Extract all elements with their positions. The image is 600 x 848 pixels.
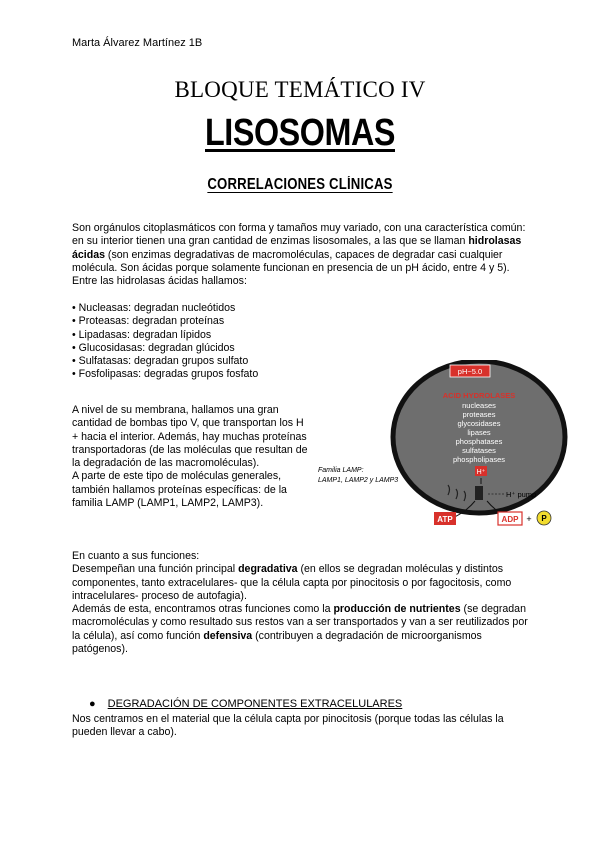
proton-pump (475, 486, 483, 500)
lamp-label: Familia LAMP: (318, 467, 364, 474)
block-title: BLOQUE TEMÁTICO IV (174, 77, 426, 102)
enzyme-label: proteases (462, 410, 496, 419)
section-subtitle: CORRELACIONES CLÍNICAS (207, 176, 393, 193)
enzyme-label: phosphatases (455, 437, 503, 446)
list-item: • Glucosidasas: degradan glúcidos (72, 341, 235, 354)
list-item: • Lipadasas: degradan lípidos (72, 328, 212, 341)
lamp-members: LAMP1, LAMP2 y LAMP3 (318, 477, 399, 484)
plus-sign: + (526, 514, 532, 524)
enzyme-label: phospholipases (452, 455, 506, 464)
lysosome-diagram (310, 360, 570, 535)
author-name: Marta Álvarez Martínez 1B (72, 37, 203, 49)
section-heading: ● DEGRADACIÓN DE COMPONENTES EXTRACELULARES (89, 698, 403, 710)
membrane-paragraph: A nivel de su membrana, hallamos una gran cantidad de bombas tipo V, que transportan los H + hacia el interior. Además, hay muchas proteínas transportadoras (de las moléculas que resultan de la degradación de las macromoléculas). A parte de este tipo de moléculas generales, también hallamos proteínas específicas: de la familia LAMP (LAMP1, LAMP2, LAMP3). (72, 404, 308, 510)
list-item: • Proteasas: degradan proteínas (72, 315, 225, 328)
phosphate-label: P (541, 514, 547, 523)
list-item: • Sulfatasas: degradan grupos sulfato (72, 355, 249, 368)
list-item: • Fosfolipasas: degradas grupos fosfato (72, 368, 259, 381)
enzyme-label: glycosidases (457, 419, 501, 428)
pump-label: H⁺ pump (506, 490, 537, 499)
bullet-icon: ● (89, 698, 96, 710)
atp-label: ATP (437, 515, 453, 524)
ph-label: pH~5.0 (457, 367, 483, 376)
intro-paragraph: Son orgánulos citoplasmáticos con forma y tamaños muy variado, con una característica común: en su interior tienen una gran cantidad de enzimas lisosomales, a las que se llaman hidrolasas ácidas (son enzimas degradativas de macromoléculas, capaces de degradar casi cualquier molécula. Son ácidas porque solamente funcionan en presencia de un pH ácido, entre 4 y 5). Entre las hidrolasas ácidas hallamos: (72, 222, 526, 288)
page-title: LISOSOMAS (204, 112, 396, 154)
enzymes-heading: ACID HYDROLASES (442, 391, 516, 400)
adp-label: ADP (501, 515, 519, 524)
section-paragraph: Nos centramos en el material que la célula capta por pinocitosis (porque todas las células la pueden llevar a cabo). (72, 713, 504, 739)
enzyme-label: nucleases (462, 401, 496, 410)
list-item: • Nucleasas: degradan nucleótidos (72, 302, 236, 314)
h-ion-label: H⁺ (476, 469, 486, 476)
enzyme-label: sulfatases (462, 446, 496, 455)
functions-paragraph: En cuanto a sus funciones: Desempeñan una función principal degradativa (en ellos se degradan moléculas y distintos componentes, tanto extracelulares- que la célula capta por pinocitosis o por fagocitosis, como intracelulares- proceso de autofagia). Además de esta, encontramos otras funciones como la producción de nutrientes (se degradan macromoléculas y como resultado sus restos van a ser transportados y van a ser reutilizados por la célula), así como función defensiva (contribuyen a degradación de microorganismos patógenos). (72, 550, 528, 656)
enzyme-label: lipases (467, 428, 491, 437)
